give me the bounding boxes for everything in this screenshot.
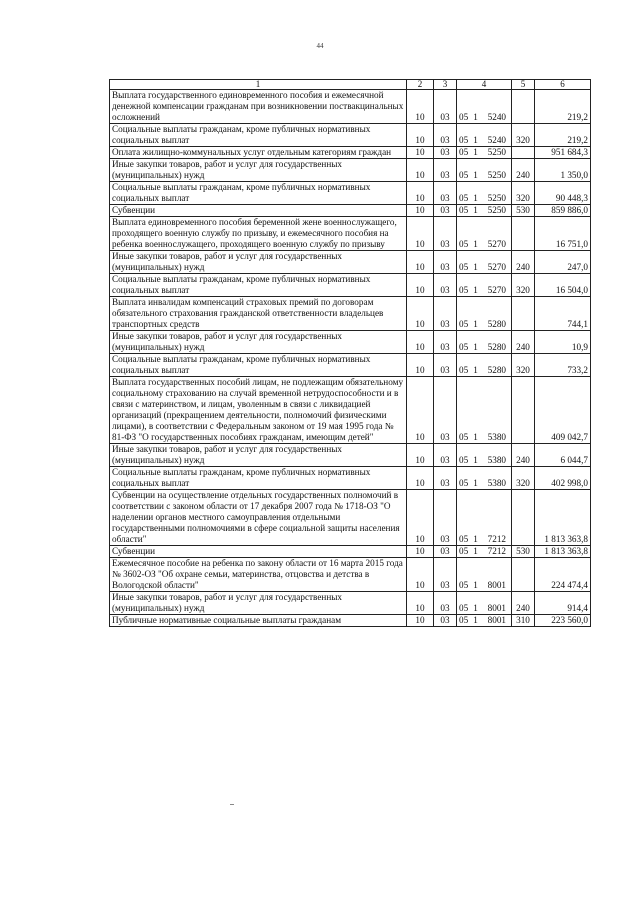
subsection-code: 03 (434, 490, 457, 546)
row-name: Выплата инвалидам компенсаций страховых премий по договорам обязательного страхования гражданской ответственности владельцев транспортных средств (110, 297, 407, 331)
target-article-part: 05 (459, 262, 469, 272)
table-row (110, 444, 591, 467)
table-row (110, 354, 591, 377)
table-row (110, 558, 591, 592)
amount: 409 042,7 (535, 377, 591, 444)
target-article-code (457, 331, 512, 354)
expense-type-code (512, 558, 535, 592)
target-article-code (457, 124, 512, 147)
row-name: Социальные выплаты гражданам, кроме публичных нормативных социальных выплат (110, 124, 407, 147)
section-code: 10 (407, 558, 434, 592)
amount: 951 684,3 (535, 147, 591, 159)
target-article-part: 1 (473, 262, 478, 272)
target-article-part: 05 (459, 432, 469, 442)
target-article-part: 1 (473, 205, 478, 215)
target-article-code (457, 377, 512, 444)
target-article-code (457, 444, 512, 467)
subsection-code: 03 (434, 592, 457, 615)
amount: 859 886,0 (535, 205, 591, 217)
table-row (110, 124, 591, 147)
section-code: 10 (407, 354, 434, 377)
target-article-part: 05 (459, 365, 469, 375)
section-code: 10 (407, 444, 434, 467)
target-article-part: 1 (473, 239, 478, 249)
target-article-part: 5280 (487, 342, 506, 352)
target-article-part: 1 (473, 432, 478, 442)
target-article-part: 05 (459, 135, 469, 145)
expense-type-code (512, 377, 535, 444)
table-header-row (110, 80, 591, 90)
table-row (110, 274, 591, 297)
target-article-part: 5270 (487, 239, 506, 249)
subsection-code: 03 (434, 615, 457, 627)
subsection-code: 03 (434, 354, 457, 377)
table-row (110, 251, 591, 274)
table-row (110, 615, 591, 627)
target-article-code (457, 467, 512, 490)
target-article-part: 05 (459, 285, 469, 295)
subsection-code: 03 (434, 444, 457, 467)
page-number: 44 (316, 42, 324, 50)
section-code: 10 (407, 331, 434, 354)
expense-type-code (512, 490, 535, 546)
table-row (110, 205, 591, 217)
expense-type-code: 320 (512, 124, 535, 147)
target-article-part: 1 (473, 285, 478, 295)
target-article-part: 1 (473, 147, 478, 157)
target-article-code (457, 274, 512, 297)
target-article-code (457, 251, 512, 274)
table-row (110, 90, 591, 124)
amount: 16 504,0 (535, 274, 591, 297)
row-name: Иные закупки товаров, работ и услуг для государственных (муниципальных) нужд (110, 444, 407, 467)
target-article-part: 5280 (487, 365, 506, 375)
subsection-code: 03 (434, 377, 457, 444)
subsection-code: 03 (434, 124, 457, 147)
table-row (110, 217, 591, 251)
amount: 10,9 (535, 331, 591, 354)
table-row (110, 147, 591, 159)
row-name: Ежемесячное пособие на ребенка по закону области от 16 марта 2015 года № 3602-ОЗ "Об охране семьи, материнства, отцовства и детства в Вологодской области" (110, 558, 407, 592)
expense-type-code: 530 (512, 205, 535, 217)
target-article-code (457, 546, 512, 558)
expense-type-code: 240 (512, 159, 535, 182)
target-article-part: 1 (473, 135, 478, 145)
target-article-part: 05 (459, 615, 469, 625)
section-code: 10 (407, 147, 434, 159)
expense-type-code: 240 (512, 251, 535, 274)
subsection-code: 03 (434, 331, 457, 354)
section-code: 10 (407, 217, 434, 251)
target-article-part: 1 (473, 112, 478, 122)
target-article-part: 1 (473, 580, 478, 590)
target-article-part: 5250 (487, 193, 506, 203)
target-article-part: 5250 (487, 205, 506, 215)
table-row (110, 331, 591, 354)
target-article-code (457, 159, 512, 182)
amount: 1 350,0 (535, 159, 591, 182)
section-code: 10 (407, 615, 434, 627)
row-name: Выплата единовременного пособия беременной жене военнослужащего, проходящего военную службу по призыву, и ежемесячного пособия на ребенка военнослужащего, проходящего военную службу по призыву (110, 217, 407, 251)
target-article-part: 5250 (487, 170, 506, 180)
section-code: 10 (407, 159, 434, 182)
row-name: Выплата государственного единовременного пособия и ежемесячной денежной компенсации гражданам при возникновении поствакцинальных осложнений (110, 90, 407, 124)
table-row (110, 159, 591, 182)
row-name: Иные закупки товаров, работ и услуг для государственных (муниципальных) нужд (110, 331, 407, 354)
amount: 16 751,0 (535, 217, 591, 251)
table-row (110, 182, 591, 205)
amount: 914,4 (535, 592, 591, 615)
target-article-part: 1 (473, 193, 478, 203)
expense-type-code: 320 (512, 467, 535, 490)
amount: 219,2 (535, 90, 591, 124)
target-article-part: 05 (459, 455, 469, 465)
amount: 744,1 (535, 297, 591, 331)
target-article-part: 05 (459, 319, 469, 329)
target-article-part: 05 (459, 546, 469, 556)
target-article-code (457, 592, 512, 615)
row-name: Субвенции (110, 546, 407, 558)
target-article-part: 7212 (487, 534, 506, 544)
row-name: Социальные выплаты гражданам, кроме публичных нормативных социальных выплат (110, 354, 407, 377)
expense-type-code (512, 147, 535, 159)
section-code: 10 (407, 377, 434, 444)
target-article-part: 5240 (487, 112, 506, 122)
header-cell: 3 (434, 80, 457, 90)
expense-type-code: 320 (512, 274, 535, 297)
target-article-code (457, 354, 512, 377)
section-code: 10 (407, 274, 434, 297)
target-article-part: 1 (473, 342, 478, 352)
subsection-code: 03 (434, 90, 457, 124)
amount: 247,0 (535, 251, 591, 274)
header-cell: 5 (512, 80, 535, 90)
amount: 6 044,7 (535, 444, 591, 467)
target-article-part: 1 (473, 365, 478, 375)
expense-type-code (512, 297, 535, 331)
header-cell: 4 (457, 80, 512, 90)
target-article-part: 1 (473, 546, 478, 556)
subsection-code: 03 (434, 297, 457, 331)
expense-type-code: 240 (512, 444, 535, 467)
target-article-part: 1 (473, 478, 478, 488)
target-article-part: 05 (459, 239, 469, 249)
target-article-part: 5380 (487, 455, 506, 465)
amount: 223 560,0 (535, 615, 591, 627)
target-article-part: 05 (459, 205, 469, 215)
header-cell: 1 (110, 80, 407, 90)
table-row (110, 546, 591, 558)
header-cell: 6 (535, 80, 591, 90)
target-article-part: 05 (459, 147, 469, 157)
table-row (110, 490, 591, 546)
target-article-part: 05 (459, 603, 469, 613)
target-article-part: 1 (473, 534, 478, 544)
target-article-code (457, 182, 512, 205)
table-row (110, 467, 591, 490)
amount: 733,2 (535, 354, 591, 377)
section-code: 10 (407, 124, 434, 147)
section-code: 10 (407, 90, 434, 124)
expense-type-code (512, 217, 535, 251)
subsection-code: 03 (434, 546, 457, 558)
target-article-code (457, 615, 512, 627)
amount: 1 813 363,8 (535, 546, 591, 558)
expense-type-code (512, 90, 535, 124)
target-article-part: 05 (459, 170, 469, 180)
target-article-code (457, 90, 512, 124)
target-article-part: 8001 (487, 580, 506, 590)
subsection-code: 03 (434, 558, 457, 592)
row-name: Социальные выплаты гражданам, кроме публичных нормативных социальных выплат (110, 182, 407, 205)
section-code: 10 (407, 546, 434, 558)
row-name: Публичные нормативные социальные выплаты гражданам (110, 615, 407, 627)
target-article-part: 5240 (487, 135, 506, 145)
row-name: Социальные выплаты гражданам, кроме публичных нормативных социальных выплат (110, 467, 407, 490)
row-name: Иные закупки товаров, работ и услуг для государственных (муниципальных) нужд (110, 592, 407, 615)
row-name: Оплата жилищно-коммунальных услуг отдельным категориям граждан (110, 147, 407, 159)
subsection-code: 03 (434, 147, 457, 159)
target-article-part: 05 (459, 193, 469, 203)
expense-type-code: 320 (512, 182, 535, 205)
subsection-code: 03 (434, 159, 457, 182)
target-article-part: 5270 (487, 285, 506, 295)
table-row (110, 377, 591, 444)
target-article-part: 5380 (487, 432, 506, 442)
target-article-part: 1 (473, 603, 478, 613)
subsection-code: 03 (434, 205, 457, 217)
target-article-part: 5380 (487, 478, 506, 488)
section-code: 10 (407, 182, 434, 205)
expense-type-code: 240 (512, 331, 535, 354)
table-row (110, 592, 591, 615)
target-article-part: 5270 (487, 262, 506, 272)
target-article-part: 05 (459, 478, 469, 488)
section-code: 10 (407, 297, 434, 331)
section-code: 10 (407, 467, 434, 490)
subsection-code: 03 (434, 467, 457, 490)
row-name: Субвенции на осуществление отдельных государственных полномочий в соответствии с законом области от 17 декабря 2007 года № 1718-ОЗ "О наделении органов местного самоуправления отдельными государственными полномочиями в сфере социальной защиты населения области" (110, 490, 407, 546)
target-article-part: 05 (459, 342, 469, 352)
header-cell: 2 (407, 80, 434, 90)
row-name: Иные закупки товаров, работ и услуг для государственных (муниципальных) нужд (110, 159, 407, 182)
expense-type-code: 320 (512, 354, 535, 377)
section-code: 10 (407, 251, 434, 274)
subsection-code: 03 (434, 251, 457, 274)
amount: 219,2 (535, 124, 591, 147)
subsection-code: 03 (434, 274, 457, 297)
target-article-part: 8001 (487, 603, 506, 613)
expense-type-code: 530 (512, 546, 535, 558)
section-code: 10 (407, 490, 434, 546)
target-article-code (457, 205, 512, 217)
target-article-part: 1 (473, 455, 478, 465)
target-article-code (457, 558, 512, 592)
target-article-part: 1 (473, 319, 478, 329)
amount: 224 474,4 (535, 558, 591, 592)
section-code: 10 (407, 205, 434, 217)
target-article-part: 7212 (487, 546, 506, 556)
subsection-code: 03 (434, 217, 457, 251)
row-name: Иные закупки товаров, работ и услуг для государственных (муниципальных) нужд (110, 251, 407, 274)
budget-table (109, 79, 591, 627)
row-name: Социальные выплаты гражданам, кроме публичных нормативных социальных выплат (110, 274, 407, 297)
amount: 90 448,3 (535, 182, 591, 205)
target-article-part: 5250 (487, 147, 506, 157)
target-article-code (457, 217, 512, 251)
target-article-part: 1 (473, 615, 478, 625)
target-article-part: 1 (473, 170, 478, 180)
row-name: Выплата государственных пособий лицам, не подлежащим обязательному социальному страхованию на случай временной нетрудоспособности и в связи с материнством, и лицам, уволенным в связи с ликвидацией организаций (прекращением деятельности, полномочий физическими лицами), в соответствии с Федеральным законом от 19 мая 1995 года № 81-ФЗ "О государственных пособиях гражданам, имеющим детей" (110, 377, 407, 444)
subsection-code: 03 (434, 182, 457, 205)
scan-mark (230, 804, 234, 805)
amount: 1 813 363,8 (535, 490, 591, 546)
target-article-code (457, 490, 512, 546)
expense-type-code: 310 (512, 615, 535, 627)
table-row (110, 297, 591, 331)
row-name: Субвенции (110, 205, 407, 217)
expense-type-code: 240 (512, 592, 535, 615)
target-article-part: 05 (459, 580, 469, 590)
target-article-part: 05 (459, 534, 469, 544)
target-article-code (457, 147, 512, 159)
target-article-code (457, 297, 512, 331)
target-article-part: 8001 (487, 615, 506, 625)
section-code: 10 (407, 592, 434, 615)
target-article-part: 05 (459, 112, 469, 122)
amount: 402 998,0 (535, 467, 591, 490)
target-article-part: 5280 (487, 319, 506, 329)
